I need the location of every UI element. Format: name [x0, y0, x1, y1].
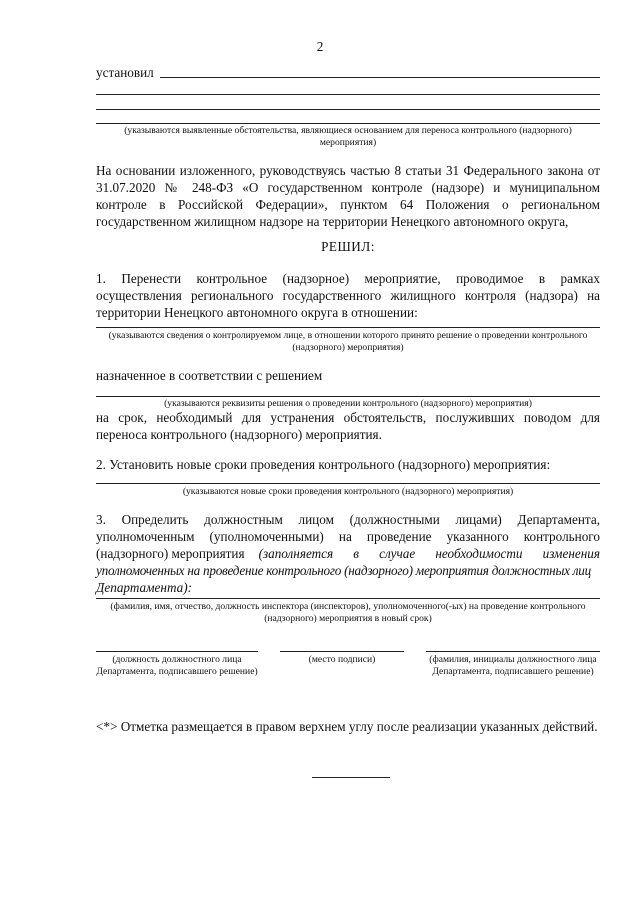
item1-caption2: (указываются реквизиты решения о проведении контрольного (надзорного) мероприятия): [164, 398, 532, 409]
ustanovil-label: установил: [96, 65, 154, 80]
item1-text: 1. Перенести контрольное (надзорное) мероприятие, проводимое в рамках осуществления регионального государственного жилищного контроля (надзора) на территории Ненецкого автономного округа в отношении:: [96, 271, 600, 320]
item2-text: 2. Установить новые сроки проведения контрольного (надзорного) мероприятия:: [96, 457, 551, 472]
footnote: <*> Отметка размещается в правом верхнем углу после реализации указанных действий.: [96, 719, 598, 734]
item3-line-3: [96, 545, 600, 562]
item1-assigned-label: назначенное в соответствии с решением: [96, 368, 323, 383]
basis-paragraph: На основании изложенного, руководствуясь частью 8 статьи 31 Федерального закона от 31.07.2020 № 248-ФЗ «О государственном контроле (надзоре) и муниципальном контроле в Российской Федерации», пунктом 64 Положения о региональном государственном жилищном надзоре на территории Ненецкого автономного округа,: [96, 163, 600, 229]
signature-line-position: [96, 651, 258, 652]
item3-line-3-normal: (надзорного) мероприятия: [96, 546, 245, 561]
signature-line-place: [280, 651, 404, 652]
ustanovil-caption: (указываются выявленные обстоятельства, являющиеся основанием для переноса контрольного (надзорного) мероприятия): [124, 125, 572, 148]
item3-line-4: уполномоченных на проведение контрольного (надзорного) мероприятия должностных лиц: [96, 563, 591, 578]
item3-line: [96, 598, 600, 599]
item3-line-5: Департамента):: [96, 580, 193, 595]
page-number: 2: [316, 39, 324, 54]
item1-caption1: (указываются сведения о контролируемом лице, в отношении которого принято решение о проведении контрольного (надзорного) мероприятия): [108, 330, 588, 353]
item2-caption: (указываются новые сроки проведения контрольного (надзорного) мероприятия): [182, 486, 514, 497]
signature-place-caption: (место подписи): [308, 654, 376, 665]
item1-term-text: на срок, необходимый для устранения обстоятельств, послуживших поводом для переноса контрольного (надзорного) мероприятия.: [96, 410, 600, 442]
ustanovil-line-3: [96, 109, 600, 110]
signature-position-caption: (должность должностного лица Департамента, подписавшего решение): [96, 654, 258, 677]
signature-name-caption: (фамилия, инициалы должностного лица Департамента, подписавшего решение): [429, 654, 597, 677]
item3-caption: (фамилия, имя, отчество, должность инспектора (инспекторов), уполномоченного(-ых) на проведение контрольного (надзорного) мероприятия в новый срок): [110, 601, 586, 624]
item2-line: [96, 483, 600, 484]
item1-line-1: [96, 327, 600, 328]
item3-line-2: уполномоченным (уполномоченными) на проведение указанного контрольного: [96, 529, 600, 544]
item3-line-3-italic: (заполняется в случае необходимости изменения: [258, 546, 600, 561]
ustanovil-line-4: [96, 123, 600, 124]
item1-line-2: [96, 396, 600, 397]
end-divider: [312, 777, 390, 778]
ustanovil-line-1: [160, 77, 600, 78]
ustanovil-line-2: [96, 94, 600, 95]
decision-heading: РЕШИЛ:: [321, 239, 375, 254]
signature-line-name: [426, 651, 600, 652]
item3-line-1: 3. Определить должностным лицом (должностными лицами) Департамента,: [96, 512, 600, 527]
